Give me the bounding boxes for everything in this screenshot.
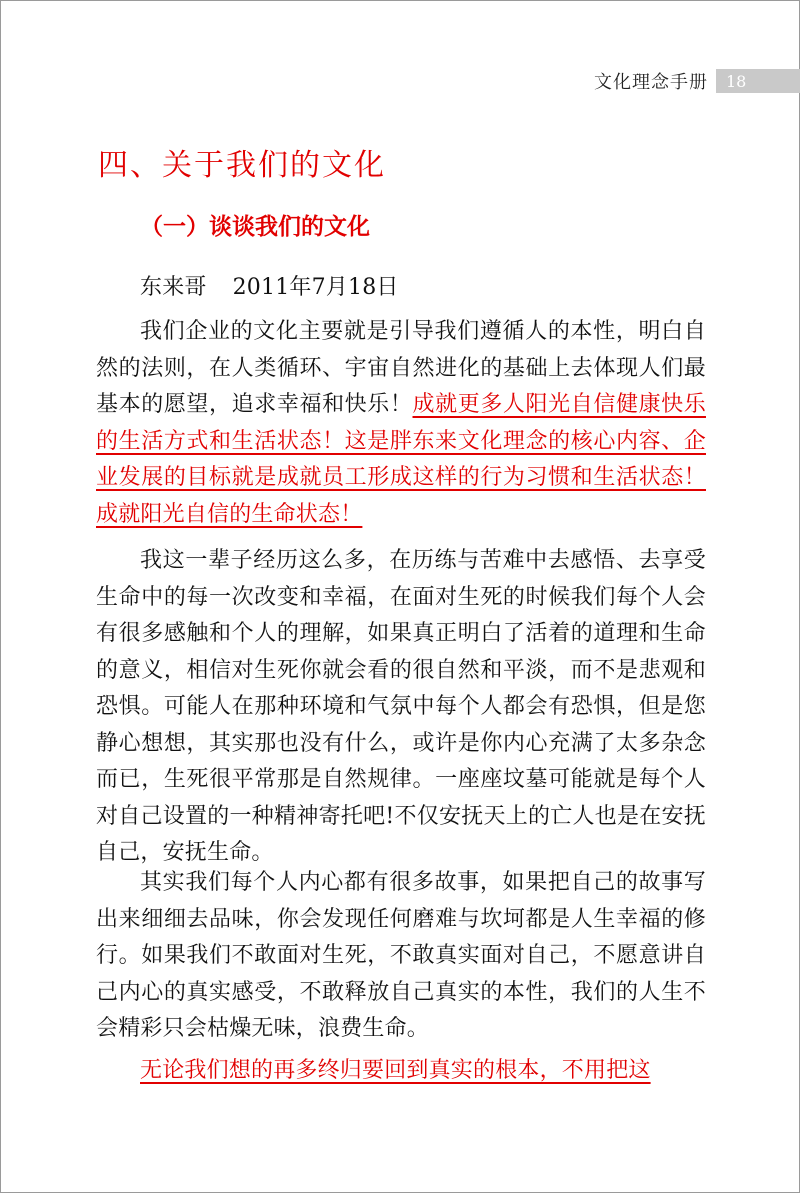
- paragraph-1: [96, 314, 706, 533]
- paragraph-2-text: 我这一辈子经历这么多，在历练与苦难中去感悟、去享受生命中的每一次改变和幸福，在面对生死的时候我们每个人会有很多感触和个人的理解，如果真正明白了活着的道理和生命的意义，相信对生死你就会看的很自然和平淡，而不是悲观和恐惧。可能人在那种环境和气氛中每个人都会有恐惧，但是您静心想想，其实那也没有什么，或许是你内心充满了太多杂念而已，生死很平常那是自然规律。一座座坟墓可能就是每个人对自己设置的一种精神寄托吧!不仅安抚天上的亡人也是在安抚自己，安抚生命。: [96, 548, 706, 865]
- author-name: 东来哥: [140, 275, 207, 300]
- author-line: [140, 270, 399, 307]
- author-date: 2011年7月18日: [232, 275, 399, 300]
- paragraph-1-highlight: 成就更多人阳光自信健康快乐的生活方式和生活状态！这是胖东来文化理念的核心内容、企业发展的目标就是成就员工形成这样的行为习惯和生活状态！成就阳光自信的生命状态！: [96, 392, 706, 527]
- header-title: 文化理念手册: [594, 72, 708, 93]
- running-header: [594, 66, 800, 96]
- paragraph-3-text: 其实我们每个人内心都有很多故事，如果把自己的故事写出来细细去品味，你会发现任何磨难与坎坷都是人生幸福的修行。如果我们不敢面对生死，不敢真实面对自己，不愿意讲自己内心的真实感受，不敢释放自己真实的本性，我们的人生不会精彩只会枯燥无味，浪费生命。: [96, 870, 706, 1041]
- paragraph-3: [96, 865, 706, 1048]
- section-title: 四、关于我们的文化: [98, 148, 386, 183]
- paragraph-4: [96, 1053, 706, 1090]
- paragraph-2: [96, 543, 706, 872]
- paragraph-4-highlight: 无论我们想的再多终归要回到真实的根本，不用把这: [140, 1058, 651, 1083]
- page-number: 18: [716, 69, 800, 93]
- paragraph-1-text: 我们企业的文化主要就是引导我们遵循人的本性，明白自然的法则，在人类循环、宇宙自然进化的基础上去体现人们最基本的愿望，追求幸福和快乐！: [96, 319, 706, 417]
- subsection-title: （一）谈谈我们的文化: [140, 214, 370, 240]
